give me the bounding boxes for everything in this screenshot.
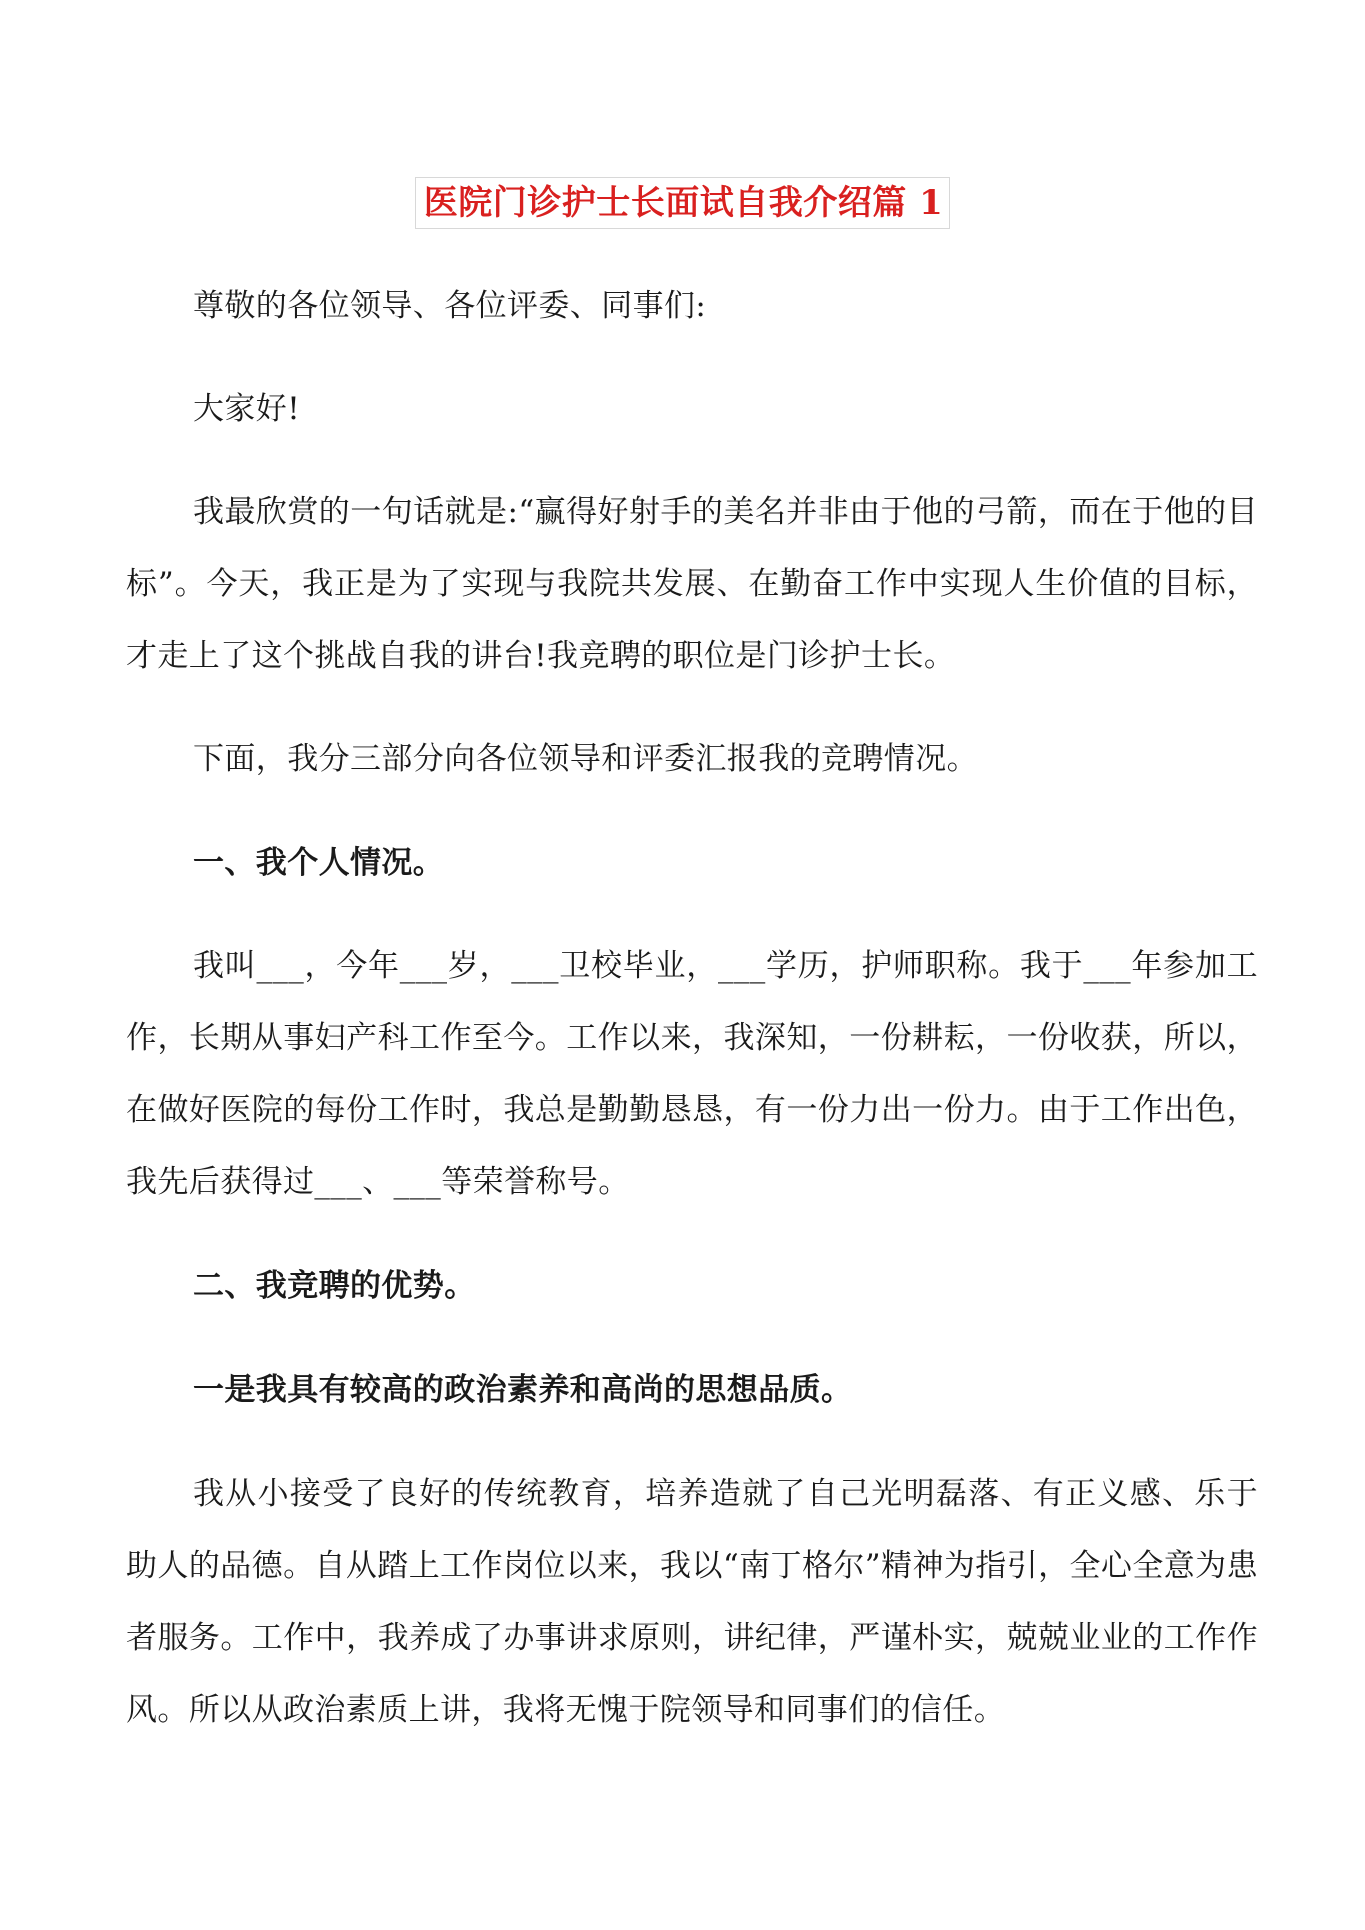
overview-paragraph: 下面，我分三部分向各位领导和评委汇报我的竞聘情况。 bbox=[193, 741, 978, 777]
personal-info-paragraph: 我叫___，今年___岁，___卫校毕业，___学历，护师职称。我于___年参加工作，长期从事妇产科工作至今。工作以来，我深知，一份耕耘，一份收获，所以，在做好医院的每份工作时，我总是勤勤恳恳，有一份力出一份力。由于工作出色，我先后获得过___、___等荣誉称号。 bbox=[126, 948, 1258, 1200]
political-quality-paragraph: 我从小接受了良好的传统教育，培养造就了自己光明磊落、有正义感、乐于助人的品德。自从踏上工作岗位以来，我以“南丁格尔”精神为指引，全心全意为患者服务。工作中，我养成了办事讲求原则，讲纪律，严谨朴实，兢兢业业的工作作风。所以从政治素质上讲，我将无愧于院领导和同事们的信任。 bbox=[126, 1476, 1258, 1728]
title-container bbox=[0, 177, 1365, 229]
document-title: 医院门诊护士长面试自我介绍篇 1 bbox=[415, 177, 951, 229]
section-heading-personal: 一、我个人情况。 bbox=[193, 845, 445, 881]
advantage-heading-political: 一是我具有较高的政治素养和高尚的思想品质。 bbox=[193, 1372, 853, 1408]
motto-paragraph: 我最欣赏的一句话就是:“赢得好射手的美名并非由于他的弓箭，而在于他的目标”。今天，我正是为了实现与我院共发展、在勤奋工作中实现人生价值的目标，才走上了这个挑战自我的讲台!我竞聘的职位是门诊护士长。 bbox=[126, 494, 1258, 674]
hello-paragraph: 大家好! bbox=[193, 391, 301, 427]
greeting-paragraph: 尊敬的各位领导、各位评委、同事们: bbox=[193, 288, 707, 324]
section-heading-advantages: 二、我竞聘的优势。 bbox=[193, 1268, 476, 1304]
